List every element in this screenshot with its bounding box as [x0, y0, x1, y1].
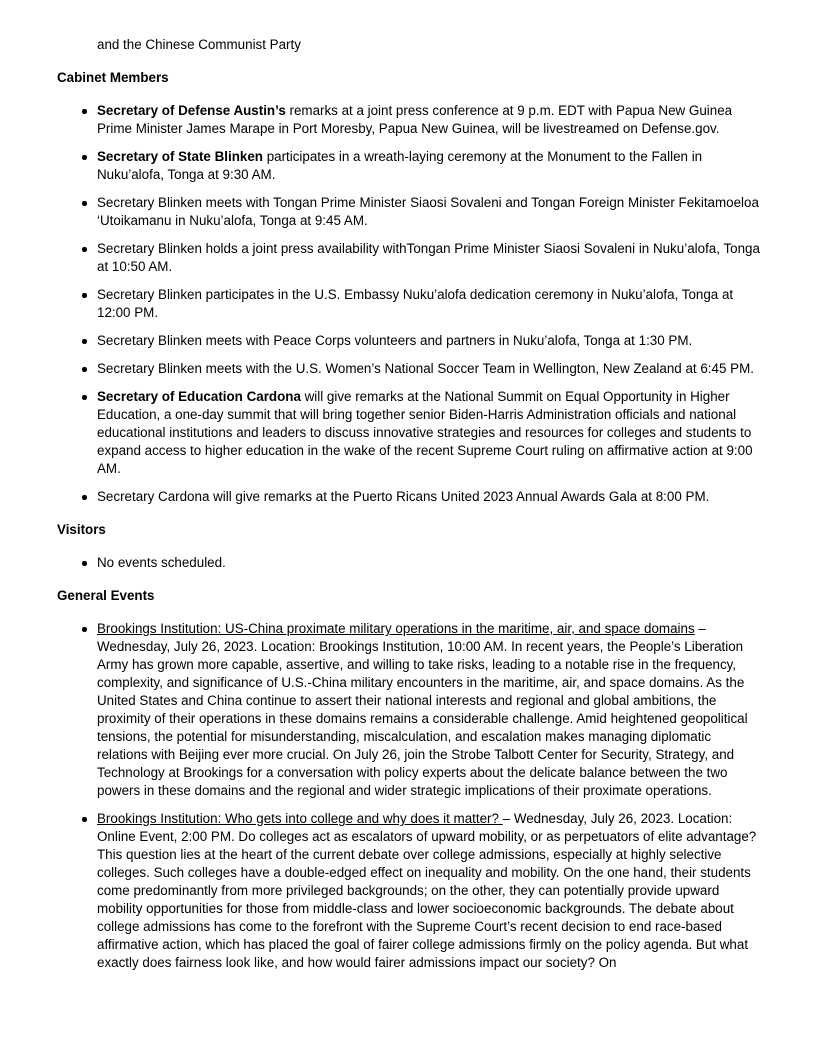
list-item [97, 286, 760, 322]
visitors-list [57, 554, 760, 572]
item-text: – Wednesday, July 26, 2023. Location: Online Event, 2:00 PM. Do colleges act as escalators of upward mobility, or as perpetuators of elite advantage? This question lies at the heart of the current debate over college admissions, especially at highly selective colleges. Such colleges have a double-edged effect on inequality and mobility. On the one hand, their students come predominantly from more privileged backgrounds; on the other, they can potentially provide upward mobility opportunities for those from middle-class and lower socioeconomic backgrounds. The debate about college admissions has come to the forefront with the Supreme Court’s recent decision to end race-based affirmative action, which has placed the goal of fairer college admissions firmly on the policy agenda. But what exactly does fairness look like, and how would fairer admissions impact our society? On [97, 811, 757, 970]
event-link[interactable]: Brookings Institution: Who gets into college and why does it matter? [97, 811, 503, 826]
item-text: will give remarks at the National Summit on Equal Opportunity in Higher Education, a one-day summit that will bring together senior Biden-Harris Administration officials and national educational institutions and leaders to discuss innovative strategies and resources for colleges and students to expand access to higher education in the wake of the recent Supreme Court ruling on affirmative action at 9:00 AM. [97, 389, 753, 476]
item-bold-label: Secretary of Education Cardona [97, 389, 301, 404]
cabinet-list [57, 102, 760, 506]
item-text: Secretary Cardona will give remarks at the Puerto Ricans United 2023 Annual Awards Gala at 8:00 PM. [97, 489, 710, 504]
item-text: No events scheduled. [97, 555, 226, 570]
list-item [97, 332, 760, 350]
item-bold-label: Secretary of Defense Austin’s [97, 103, 286, 118]
item-text: participates in a wreath-laying ceremony at the Monument to the Fallen in Nuku’alofa, Tonga at 9:30 AM. [97, 149, 703, 182]
list-item [97, 388, 760, 478]
list-item [97, 194, 760, 230]
item-text: Secretary Blinken holds a joint press availability withTongan Prime Minister Siaosi Sovaleni in Nuku’alofa, Tonga at 10:50 AM. [97, 241, 760, 274]
list-item [97, 102, 760, 138]
item-text: – Wednesday, July 26, 2023. Location: Brookings Institution, 10:00 AM. In recent years, the People’s Liberation Army has grown more capable, assertive, and willing to take risks, leading to a notable rise in the frequency, complexity, and significance of U.S.-China military encounters in the maritime, air, and space domains. As the United States and China continue to assert their national interests and regional and global ambitions, the proximity of their operations in these domains remains a considerable challenge. Amid heightened geopolitical tensions, the potential for misunderstanding, miscalculation, and escalation makes managing diplomatic relations with Beijing ever more crucial. On July 26, join the Strobe Talbott Center for Security, Strategy, and Technology at Brookings for a conversation with policy experts about the delicate balance between the two powers in these domains and the regional and wider strategic implications of their proximate operations. [97, 621, 748, 798]
event-link[interactable]: Brookings Institution: US-China proximate military operations in the maritime, air, and space domains [97, 621, 695, 636]
cabinet-heading: Cabinet Members [57, 70, 169, 85]
continuation-text: and the Chinese Communist Party [97, 37, 301, 52]
list-item [97, 240, 760, 276]
item-text: Secretary Blinken meets with the U.S. Women’s National Soccer Team in Wellington, New Zealand at 6:45 PM. [97, 361, 754, 376]
list-item [97, 620, 760, 800]
general-events-heading: General Events [57, 588, 155, 603]
list-item [97, 810, 760, 972]
list-item [97, 488, 760, 506]
list-item [97, 148, 760, 184]
list-item [97, 554, 760, 572]
list-item [97, 360, 760, 378]
item-text: Secretary Blinken meets with Tongan Prime Minister Siaosi Sovaleni and Tongan Foreign Minister Fekitamoeloa ‘Utoikamanu in Nuku’alofa, Tonga at 9:45 AM. [97, 195, 759, 228]
general-events-list [57, 620, 760, 972]
item-text: Secretary Blinken meets with Peace Corps volunteers and partners in Nuku’alofa, Tonga at 1:30 PM. [97, 333, 693, 348]
item-text: Secretary Blinken participates in the U.S. Embassy Nuku’alofa dedication ceremony in Nuku’alofa, Tonga at 12:00 PM. [97, 287, 734, 320]
item-bold-label: Secretary of State Blinken [97, 149, 263, 164]
visitors-heading: Visitors [57, 522, 106, 537]
item-text: remarks at a joint press conference at 9 p.m. EDT with Papua New Guinea Prime Minister James Marape in Port Moresby, Papua New Guinea, will be livestreamed on Defense.gov. [97, 103, 733, 136]
